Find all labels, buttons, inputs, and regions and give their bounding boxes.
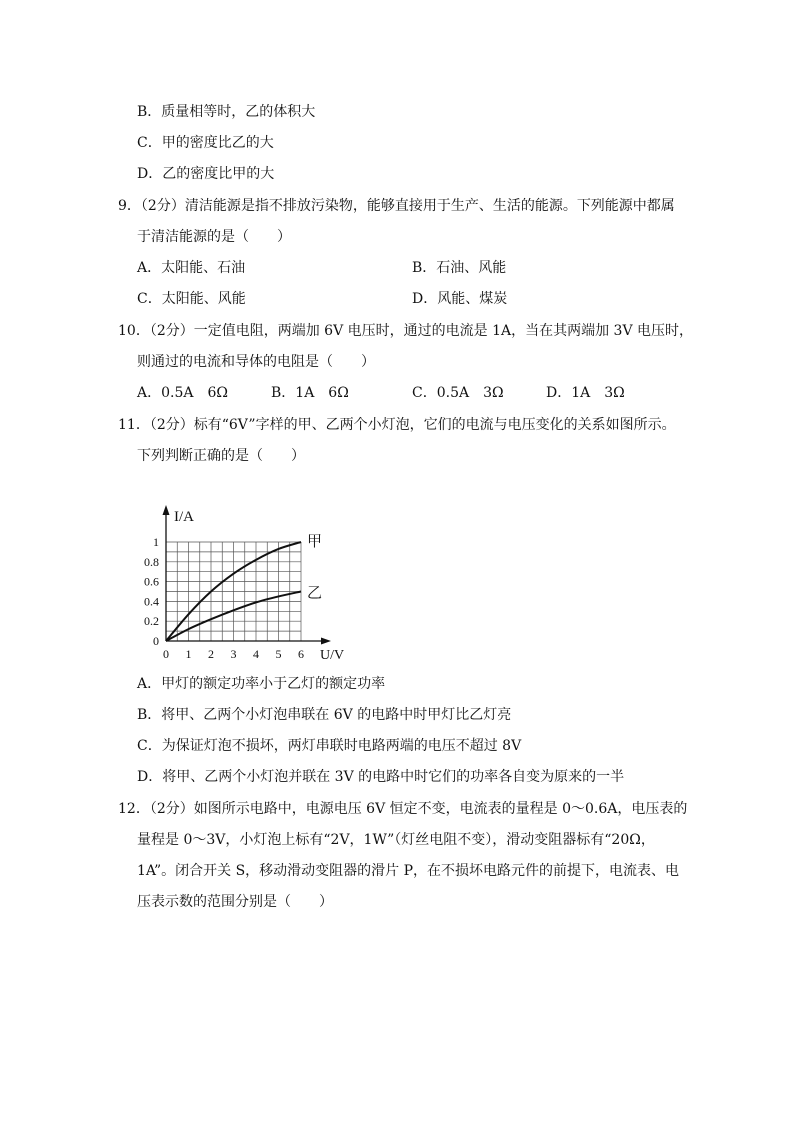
q10-option-c: C．0.5A 3Ω	[412, 385, 504, 401]
y-tick-label: 0	[153, 634, 159, 648]
q9-option-c: C．太阳能、风能	[137, 291, 246, 307]
x-tick-label: 1	[185, 647, 192, 661]
graph-grid	[166, 542, 301, 641]
graph-tick-labels	[144, 535, 304, 661]
q11-option-b: B．将甲、乙两个小灯泡串联在 6V 的电路中时甲灯比乙灯亮	[137, 707, 512, 723]
x-axis-label: U/V	[320, 648, 345, 663]
q10-option-a: A．0.5A 6Ω	[137, 385, 228, 401]
q9-option-a: A．太阳能、石油	[137, 260, 246, 276]
q8-option-d: D．乙的密度比甲的大	[137, 166, 275, 182]
q9-option-b: B．石油、风能	[412, 260, 507, 276]
q9-option-d: D．风能、煤炭	[412, 291, 508, 307]
y-tick-label: 0.2	[144, 614, 159, 629]
q9-stem-line2: 于清洁能源的是（ ）	[137, 229, 291, 245]
x-tick-label: 2	[208, 647, 214, 661]
q12-stem-line4: 压表示数的范围分别是（ ）	[137, 894, 333, 910]
q12-stem-line1: 12．（2分）如图所示电路中，电源电压 6V 恒定不变，电流表的量程是 0～0.6A，电压表的	[118, 801, 688, 817]
q8-option-b: B．质量相等时，乙的体积大	[137, 104, 316, 120]
series-label-2: 乙	[307, 585, 323, 602]
q8-option-c: C．甲的密度比乙的大	[137, 135, 274, 151]
graph-axes	[163, 505, 332, 645]
y-tick-label: 0.4	[144, 594, 159, 609]
q10-stem-line1: 10．（2分）一定值电阻，两端加 6V 电压时，通过的电流是 1A，当在其两端加 3V 电压时，	[118, 323, 694, 339]
x-tick-label: 4	[253, 647, 259, 661]
q12-stem-line3: 1A”。闭合开关 S，移动滑动变阻器的滑片 P，在不损坏电路元件的前提下，电流表、电	[137, 863, 680, 879]
q11-option-c: C．为保证灯泡不损坏，两灯串联时电路两端的电压不超过 8V	[137, 738, 522, 754]
y-axis-label: I/A	[174, 509, 194, 525]
q10-stem-line2: 则通过的电流和导体的电阻是（ ）	[137, 354, 375, 370]
x-tick-label: 0	[163, 647, 169, 661]
q11-option-a: A．甲灯的额定功率小于乙灯的额定功率	[137, 676, 386, 692]
series-label-1: 甲	[307, 534, 323, 550]
q11-stem-line1: 11．（2分）标有“6V”字样的甲、乙两个小灯泡，它们的电流与电压变化的关系如图所示。	[118, 417, 676, 433]
y-axis-arrow	[163, 505, 170, 515]
x-tick-label: 5	[275, 647, 282, 661]
q10-option-d: D．1A 3Ω	[546, 385, 625, 401]
x-tick-label: 6	[298, 647, 304, 661]
q11-stem-line2: 下列判断正确的是（ ）	[137, 448, 305, 464]
x-tick-label: 3	[230, 647, 237, 661]
x-axis-arrow	[321, 638, 331, 645]
q11-option-d: D．将甲、乙两个小灯泡并联在 3V 的电路中时它们的功率各自变为原来的一半	[137, 769, 625, 785]
q12-stem-line2: 量程是 0～3V，小灯泡上标有“2V，1W”（灯丝电阻不变），滑动变阻器标有“20Ω，	[137, 832, 655, 848]
y-tick-label: 0.6	[144, 574, 159, 589]
y-tick-label: 1	[153, 535, 159, 549]
q10-option-b: B．1A 6Ω	[271, 385, 349, 401]
iu-graph	[140, 500, 370, 670]
q9-stem-line1: 9．（2分）清洁能源是指不排放污染物，能够直接用于生产、生活的能源。下列能源中都属	[118, 198, 675, 214]
y-tick-label: 0.8	[144, 554, 159, 569]
